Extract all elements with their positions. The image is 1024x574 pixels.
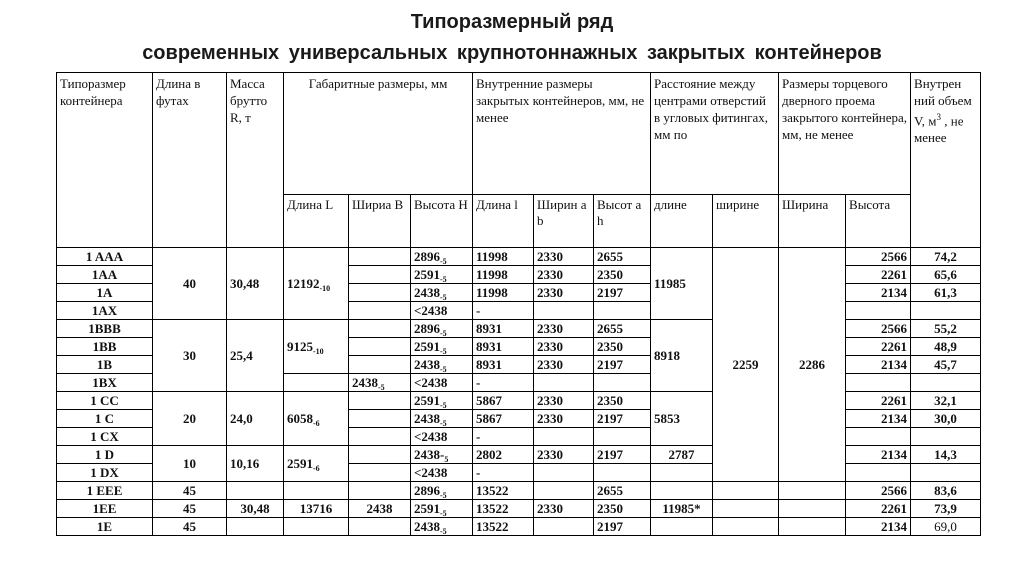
value: 2438: [414, 410, 440, 426]
cell-overall-height: [411, 482, 473, 500]
cell-inner-length: -: [473, 464, 534, 482]
cell-type: 1B: [57, 356, 153, 374]
cell-inner-height: [594, 374, 651, 392]
cell-overall-height: [411, 356, 473, 374]
table-row: [57, 248, 981, 266]
cell-distance-width: [713, 482, 779, 500]
cell-inner-width: 2330: [534, 320, 594, 338]
header-volume: [911, 73, 981, 248]
value: 6058: [287, 410, 313, 426]
cell-inner-length: 8931: [473, 320, 534, 338]
cell-inner-width: [534, 302, 594, 320]
header-distance-length: длине: [651, 195, 713, 248]
cell-overall-length: 13716: [284, 500, 349, 518]
tolerance: -5: [440, 274, 447, 284]
cell-feet: 45: [153, 500, 227, 518]
cell-overall-length: [284, 482, 349, 500]
cell-door-width: [779, 518, 846, 536]
cell-type: 1 EEE: [57, 482, 153, 500]
header-inner-height: Высот а h: [594, 195, 651, 248]
header-overall-width: Шириа В: [349, 195, 411, 248]
cell-door-height: 2134: [846, 446, 911, 464]
cell-door-height: [846, 302, 911, 320]
value: 9125: [287, 338, 313, 354]
cell-feet: 10: [153, 446, 227, 482]
cell-type: 1 AAA: [57, 248, 153, 266]
value: 2438: [352, 374, 378, 390]
header-volume-tail: , не менее: [914, 113, 964, 146]
cell-door-height: [846, 464, 911, 482]
cell-overall-height: [411, 410, 473, 428]
cell-overall-width: [349, 464, 411, 482]
cell-overall-height: [411, 284, 473, 302]
cell-inner-length: 13522: [473, 482, 534, 500]
cell-type: 1EE: [57, 500, 153, 518]
header-door: Размеры торцевого дверного проема закрытого контейнера, мм, не менее: [779, 73, 911, 195]
cell-overall-width: [349, 410, 411, 428]
header-inner: Внутренние размеры закрытых контейнеров, мм, не менее: [473, 73, 651, 195]
header-overall-length: Длина L: [284, 195, 349, 248]
tolerance: -5: [440, 400, 447, 410]
cell-type: 1BBB: [57, 320, 153, 338]
cell-inner-height: 2197: [594, 284, 651, 302]
tolerance: -5: [440, 256, 447, 266]
cell-overall-width: [349, 284, 411, 302]
cell-distance-width: [713, 518, 779, 536]
cell-type: 1 CC: [57, 392, 153, 410]
cell-mass: 30,48: [227, 248, 284, 320]
cell-overall-length: [284, 518, 349, 536]
header-distance-width: ширине: [713, 195, 779, 248]
value: 2591: [414, 500, 440, 516]
cell-inner-width: 2330: [534, 446, 594, 464]
cell-inner-width: [534, 428, 594, 446]
cell-inner-width: [534, 518, 594, 536]
cell-overall-width: [349, 266, 411, 284]
value: 2438: [414, 356, 440, 372]
header-type: Типоразмер контейнера: [57, 73, 153, 248]
tolerance: -5: [440, 490, 447, 500]
cell-door-height: [846, 428, 911, 446]
cell-overall-length: [284, 446, 349, 482]
cell-feet: 45: [153, 518, 227, 536]
tolerance: -6: [313, 418, 320, 428]
cell-volume: 69,0: [911, 518, 981, 536]
cell-inner-width: [534, 482, 594, 500]
value: 2591: [287, 455, 313, 471]
cell-volume: 73,9: [911, 500, 981, 518]
cell-distance-width: 2259: [713, 248, 779, 482]
cell-overall-height: [411, 464, 473, 482]
cell-door-width: [779, 482, 846, 500]
cell-overall-width: 2438: [349, 500, 411, 518]
cell-type: 1 DX: [57, 464, 153, 482]
table-row: [57, 518, 981, 536]
cell-overall-height: [411, 428, 473, 446]
cell-overall-length: [284, 320, 349, 374]
header-volume-text: Внутрен ний объем V, м: [914, 76, 972, 129]
cell-overall-height: [411, 248, 473, 266]
cell-inner-width: 2330: [534, 500, 594, 518]
tolerance: -5: [440, 526, 447, 536]
cell-inner-height: 2350: [594, 338, 651, 356]
cell-distance-width: [713, 500, 779, 518]
cell-type: 1BB: [57, 338, 153, 356]
cell-overall-height: [411, 374, 473, 392]
cell-overall-width: [349, 248, 411, 266]
cell-type: 1 D: [57, 446, 153, 464]
cell-inner-length: 8931: [473, 356, 534, 374]
cell-inner-height: 2350: [594, 500, 651, 518]
cell-inner-width: 2330: [534, 248, 594, 266]
cell-feet: 30: [153, 320, 227, 392]
cell-inner-height: 2197: [594, 518, 651, 536]
cell-door-height: 2134: [846, 410, 911, 428]
cell-door-height: 2566: [846, 248, 911, 266]
cell-inner-width: [534, 464, 594, 482]
cell-overall-width: [349, 446, 411, 464]
cell-volume: 74,2: [911, 248, 981, 266]
table-row: [57, 482, 981, 500]
cell-distance-length: 2787: [651, 446, 713, 464]
cell-door-height: 2134: [846, 518, 911, 536]
value: 2896: [414, 320, 440, 336]
value: 12192: [287, 275, 320, 291]
cell-inner-length: 13522: [473, 518, 534, 536]
tolerance: -5: [440, 328, 447, 338]
cell-type: 1E: [57, 518, 153, 536]
cell-overall-length: [284, 374, 349, 392]
tolerance: -5: [440, 292, 447, 302]
header-distance: Расстояние между центрами отверстий в угловых фитингах, мм по: [651, 73, 779, 195]
cell-inner-length: 2802: [473, 446, 534, 464]
cell-inner-height: [594, 464, 651, 482]
value: 2896: [414, 248, 440, 264]
tolerance: -10: [313, 346, 324, 356]
cell-inner-height: 2350: [594, 266, 651, 284]
header-volume-sup: 3: [936, 112, 941, 122]
cell-mass: 10,16: [227, 446, 284, 482]
cell-inner-width: 2330: [534, 284, 594, 302]
tolerance: -5: [440, 346, 447, 356]
tolerance: -5: [440, 418, 447, 428]
cell-door-height: 2261: [846, 266, 911, 284]
cell-overall-width: [349, 302, 411, 320]
container-spec-table: [56, 72, 981, 536]
value: <2438: [414, 464, 448, 480]
cell-inner-height: [594, 302, 651, 320]
tolerance: -10: [319, 283, 331, 293]
cell-inner-length: 11998: [473, 248, 534, 266]
cell-inner-width: 2330: [534, 266, 594, 284]
cell-door-height: 2261: [846, 338, 911, 356]
value: 2591: [414, 338, 440, 354]
cell-overall-width: [349, 320, 411, 338]
cell-door-height: 2134: [846, 356, 911, 374]
cell-volume: 48,9: [911, 338, 981, 356]
cell-inner-height: 2655: [594, 248, 651, 266]
cell-feet: 45: [153, 482, 227, 500]
cell-volume: 61,3: [911, 284, 981, 302]
table-row: [57, 500, 981, 518]
tolerance: -5: [378, 382, 385, 392]
cell-overall-width: [349, 338, 411, 356]
cell-overall-height: [411, 446, 473, 464]
cell-overall-height: [411, 518, 473, 536]
cell-inner-height: 2197: [594, 446, 651, 464]
cell-inner-length: 11998: [473, 284, 534, 302]
cell-distance-length: 8918: [651, 320, 713, 392]
cell-distance-length: [651, 482, 713, 500]
cell-mass: 24,0: [227, 392, 284, 446]
cell-mass: 30,48: [227, 500, 284, 518]
cell-distance-length: 11985*: [651, 500, 713, 518]
cell-volume: 83,6: [911, 482, 981, 500]
cell-overall-height: [411, 302, 473, 320]
cell-distance-length: 5853: [651, 392, 713, 446]
cell-overall-width: [349, 482, 411, 500]
cell-volume: 55,2: [911, 320, 981, 338]
cell-overall-length: [284, 392, 349, 446]
cell-type: 1AA: [57, 266, 153, 284]
cell-inner-length: 11998: [473, 266, 534, 284]
value: <2438: [414, 374, 448, 390]
header-door-height: Высота: [846, 195, 911, 248]
cell-overall-height: [411, 500, 473, 518]
cell-overall-height: [411, 320, 473, 338]
title-line-1: Типоразмерный ряд: [410, 11, 614, 33]
cell-inner-length: 5867: [473, 410, 534, 428]
header-length-ft: Длина в футах: [153, 73, 227, 248]
header-row-1: [57, 73, 981, 195]
tolerance: -5: [440, 364, 447, 374]
cell-volume: [911, 302, 981, 320]
cell-type: 1 C: [57, 410, 153, 428]
cell-inner-length: -: [473, 428, 534, 446]
cell-feet: 20: [153, 392, 227, 446]
cell-inner-length: 5867: [473, 392, 534, 410]
cell-overall-width: [349, 518, 411, 536]
cell-inner-height: 2197: [594, 356, 651, 374]
cell-type: 1BX: [57, 374, 153, 392]
cell-overall-width: [349, 428, 411, 446]
cell-overall-height: [411, 266, 473, 284]
cell-volume: 30,0: [911, 410, 981, 428]
cell-type: 1A: [57, 284, 153, 302]
value: 2438-: [414, 446, 445, 462]
cell-distance-length: [651, 464, 713, 482]
cell-overall-width: [349, 356, 411, 374]
cell-mass: 25,4: [227, 320, 284, 392]
value: 2438: [414, 284, 440, 300]
cell-door-height: 2134: [846, 284, 911, 302]
cell-type: 1 CX: [57, 428, 153, 446]
header-overall-height: Высота H: [411, 195, 473, 248]
cell-door-width: [779, 500, 846, 518]
cell-inner-length: -: [473, 302, 534, 320]
tolerance: -6: [313, 463, 320, 473]
cell-mass: [227, 482, 284, 500]
value: 2896: [414, 482, 440, 498]
header-mass: Масса брутто R, т: [227, 73, 284, 248]
cell-volume: 45,7: [911, 356, 981, 374]
cell-inner-height: [594, 428, 651, 446]
cell-inner-length: 8931: [473, 338, 534, 356]
cell-door-height: 2261: [846, 392, 911, 410]
cell-door-height: 2566: [846, 320, 911, 338]
value: <2438: [414, 302, 448, 318]
value: <2438: [414, 428, 448, 444]
cell-inner-width: 2330: [534, 392, 594, 410]
cell-overall-height: [411, 338, 473, 356]
cell-distance-length: [651, 518, 713, 536]
cell-overall-width: [349, 374, 411, 392]
header-door-width: Ширина: [779, 195, 846, 248]
header-overall: Габаритные размеры, мм: [284, 73, 473, 195]
cell-door-height: [846, 374, 911, 392]
cell-inner-height: 2655: [594, 320, 651, 338]
cell-volume: 14,3: [911, 446, 981, 464]
cell-volume: 32,1: [911, 392, 981, 410]
cell-inner-height: 2350: [594, 392, 651, 410]
value: 2591: [414, 392, 440, 408]
tolerance: -5: [440, 508, 447, 518]
cell-door-height: 2566: [846, 482, 911, 500]
cell-volume: [911, 464, 981, 482]
cell-door-width: 2286: [779, 248, 846, 482]
header-inner-length: Длина l: [473, 195, 534, 248]
cell-type: 1AX: [57, 302, 153, 320]
cell-volume: [911, 374, 981, 392]
cell-door-height: 2261: [846, 500, 911, 518]
cell-inner-height: 2197: [594, 410, 651, 428]
cell-overall-height: [411, 392, 473, 410]
cell-inner-width: [534, 374, 594, 392]
tolerance: 5: [444, 454, 449, 464]
cell-inner-length: -: [473, 374, 534, 392]
cell-inner-width: 2330: [534, 356, 594, 374]
cell-volume: 65,6: [911, 266, 981, 284]
cell-distance-length: 11985: [651, 248, 713, 320]
cell-mass: [227, 518, 284, 536]
cell-volume: [911, 428, 981, 446]
cell-inner-width: 2330: [534, 410, 594, 428]
header-inner-width: Ширин а b: [534, 195, 594, 248]
title-line-2: современных универсальных крупнотоннажных закрытых контейнеров: [142, 42, 882, 64]
cell-overall-length: [284, 248, 349, 320]
cell-overall-width: [349, 392, 411, 410]
value: 2591: [414, 266, 440, 282]
cell-inner-length: 13522: [473, 500, 534, 518]
cell-inner-width: 2330: [534, 338, 594, 356]
value: 2438: [414, 518, 440, 534]
cell-feet: 40: [153, 248, 227, 320]
cell-inner-height: 2655: [594, 482, 651, 500]
